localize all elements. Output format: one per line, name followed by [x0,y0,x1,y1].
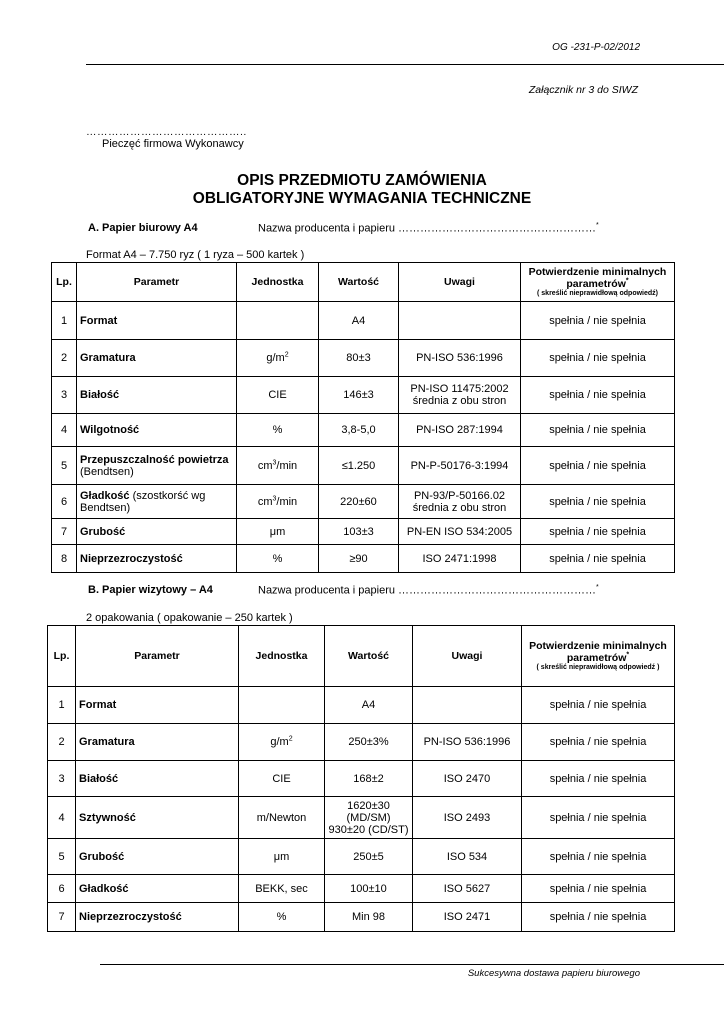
header-value: Wartość [325,626,413,687]
header-notes: Uwagi [399,263,521,302]
row-unit: BEKK, sec [239,875,325,903]
table-row [48,839,675,875]
unit-sup: 3 [272,458,277,466]
row-confirm: spełnia / nie spełnia [522,687,675,724]
row-confirm: spełnia / nie spełnia [521,377,675,414]
section-b-star: * [596,584,599,591]
table-row [52,485,675,519]
row-value: Min 98 [325,903,413,932]
row-unit: μm [237,519,319,545]
footer-text: Sukcesywna dostawa papieru biurowego [467,968,640,979]
row-value: 3,8-5,0 [319,414,399,447]
row-lp: 8 [52,545,77,573]
row-lp: 5 [48,839,76,875]
row-notes: PN-ISO 287:1994 [399,414,521,447]
row-param [77,377,237,414]
section-b-producer [258,584,599,597]
row-lp: 2 [48,724,76,761]
section-b-format: 2 opakowania ( opakowanie – 250 kartek ) [86,612,293,624]
row-value: 103±3 [319,519,399,545]
unit-sup: 2 [284,351,289,359]
row-confirm: spełnia / nie spełnia [521,302,675,340]
table-row [52,519,675,545]
row-lp: 3 [48,761,76,797]
table-row [52,340,675,377]
section-a-star: * [596,222,599,229]
row-notes [399,302,521,340]
param-name: Format [80,314,118,327]
section-a-producer-text: Nazwa producenta i papieru ……………………………………………… [258,222,597,235]
row-value: ≤1.250 [319,447,399,485]
row-param: Sztywność [76,797,239,839]
header-unit: Jednostka [237,263,319,302]
row-confirm: spełnia / nie spełnia [521,485,675,519]
unit-text: g/m [270,736,289,748]
table-row [52,302,675,340]
row-notes: ISO 5627 [413,875,522,903]
row-unit [239,687,325,724]
row-lp: 4 [52,414,77,447]
row-notes: PN-ISO 536:1996 [399,340,521,377]
confirm-note: ( skreślić nieprawidłową odpowiedź ) [536,664,660,671]
row-value: A4 [319,302,399,340]
param-extra: (szostkorść wg Bendtsen) [80,489,206,514]
row-param: Grubość [76,839,239,875]
row-unit [237,447,319,485]
value-line2: (MD/SM) [346,811,391,824]
row-notes: ISO 2493 [413,797,522,839]
param-name: Grubość [80,525,126,538]
header-confirm [521,263,675,302]
section-b-producer-text: Nazwa producenta i papieru ……………………………………………… [258,584,597,597]
row-lp: 1 [48,687,76,724]
row-lp: 6 [52,485,77,519]
unit-after: /min [276,495,298,508]
row-value: A4 [325,687,413,724]
row-param [77,340,237,377]
page-title: OPIS PRZEDMIOTU ZAMÓWIENIA [237,172,487,189]
row-unit [239,724,325,761]
table-b [47,625,675,932]
row-notes: PN-P-50176-3:1994 [399,447,521,485]
table-b-header [48,626,675,687]
row-confirm: spełnia / nie spełnia [522,903,675,932]
row-lp: 2 [52,340,77,377]
row-confirm: spełnia / nie spełnia [521,545,675,573]
footer-rule [100,964,724,965]
row-param [77,447,237,485]
row-value: 80±3 [319,340,399,377]
row-confirm: spełnia / nie spełnia [522,797,675,839]
row-unit: % [237,545,319,573]
page-subtitle: OBLIGATORYJNE WYMAGANIA TECHNICZNE [192,190,532,207]
row-lp: 5 [52,447,77,485]
row-value: 250±3% [325,724,413,761]
row-notes: ISO 2471:1998 [399,545,521,573]
document-code: OG -231-P-02/2012 [552,42,640,53]
value-line3: 930±20 (CD/ST) [328,823,409,836]
row-confirm: spełnia / nie spełnia [521,414,675,447]
row-confirm: spełnia / nie spełnia [522,875,675,903]
unit-text: g/m [266,352,285,364]
row-value: ≥90 [319,545,399,573]
section-a-format: Format A4 – 7.750 ryz ( 1 ryza – 500 kartek ) [86,249,305,261]
header-param: Parametr [76,626,239,687]
row-notes: ISO 2470 [413,761,522,797]
row-param: Gramatura [76,724,239,761]
param-extra: (Bendtsen) [80,465,134,478]
row-notes: PN-ISO 536:1996 [413,724,522,761]
header-value: Wartość [319,263,399,302]
table-row [48,903,675,932]
stamp-dots: …………………………………….. [86,126,247,138]
header-notes: Uwagi [413,626,522,687]
confirm-note: ( skreślić nieprawidłową odpowiedź) [537,290,658,297]
table-row [52,377,675,414]
unit-text: cm [257,495,273,508]
row-confirm: spełnia / nie spełnia [521,340,675,377]
row-lp: 4 [48,797,76,839]
header-rule [86,64,724,65]
unit-after: /min [276,459,298,472]
unit-text: cm [257,459,273,472]
row-notes [399,485,521,519]
row-param: Białość [76,761,239,797]
row-value [325,797,413,839]
row-param [77,302,237,340]
row-param [77,414,237,447]
row-value: 168±2 [325,761,413,797]
header-param: Parametr [77,263,237,302]
row-confirm: spełnia / nie spełnia [522,761,675,797]
row-notes [413,687,522,724]
row-lp: 3 [52,377,77,414]
table-row [48,724,675,761]
row-unit [237,302,319,340]
row-value: 250±5 [325,839,413,875]
row-confirm: spełnia / nie spełnia [522,839,675,875]
row-value: 100±10 [325,875,413,903]
row-lp: 6 [48,875,76,903]
row-param: Nieprzezroczystość [76,903,239,932]
table-a-header [52,263,675,302]
row-unit: % [237,414,319,447]
row-lp: 1 [52,302,77,340]
row-confirm: spełnia / nie spełnia [521,447,675,485]
row-unit: m/Newton [239,797,325,839]
table-row [52,447,675,485]
row-unit: CIE [237,377,319,414]
section-a-label: A. Papier biurowy A4 [88,222,198,234]
confirm-title: Potwierdzenie minimalnych parametrów [529,640,667,664]
row-param [77,485,237,519]
row-param [77,545,237,573]
row-notes [399,377,521,414]
row-value: 146±3 [319,377,399,414]
annex-label: Załącznik nr 3 do SIWZ [528,84,638,96]
table-row [48,761,675,797]
param-name: Gramatura [80,352,136,364]
table-row [48,797,675,839]
header-unit: Jednostka [239,626,325,687]
row-unit: % [239,903,325,932]
row-value: 220±60 [319,485,399,519]
header-confirm [522,626,675,687]
row-unit: μm [239,839,325,875]
row-notes: PN-EN ISO 534:2005 [399,519,521,545]
value-line1: 1620±30 [347,799,390,812]
unit-sup: 3 [272,494,277,502]
param-name: Wilgotność [80,424,140,436]
row-notes: ISO 2471 [413,903,522,932]
table-row [48,687,675,724]
header-lp: Lp. [52,263,77,302]
row-lp: 7 [52,519,77,545]
section-a-producer [258,222,599,235]
param-name: Przepuszczalność powietrza [80,453,229,466]
unit-sup: 2 [288,735,293,743]
row-param: Gładkość [76,875,239,903]
row-confirm: spełnia / nie spełnia [522,724,675,761]
confirm-star: * [625,277,629,285]
row-confirm: spełnia / nie spełnia [521,519,675,545]
table-row [52,545,675,573]
row-param [77,519,237,545]
row-param: Format [76,687,239,724]
param-name: Nieprzezroczystość [80,552,183,565]
stamp-label: Pieczęć firmowa Wykonawcy [102,138,244,150]
param-name: Gładkość [80,489,130,502]
notes-line1: PN-ISO 11475:2002 [410,383,509,395]
confirm-title: Potwierdzenie minimalnych parametrów [528,266,667,290]
notes-line2: średnia z obu stron [412,501,507,514]
table-row [48,875,675,903]
row-unit: CIE [239,761,325,797]
notes-line2: średnia z obu stron [412,395,507,407]
row-notes: ISO 534 [413,839,522,875]
row-unit [237,340,319,377]
table-a [51,262,675,573]
notes-line1: PN-93/P-50166.02 [413,489,506,502]
confirm-star: * [626,651,630,659]
table-row [52,414,675,447]
row-lp: 7 [48,903,76,932]
section-b-label: B. Papier wizytowy – A4 [88,584,213,596]
param-name: Białość [80,389,120,401]
header-lp: Lp. [48,626,76,687]
row-unit [237,485,319,519]
